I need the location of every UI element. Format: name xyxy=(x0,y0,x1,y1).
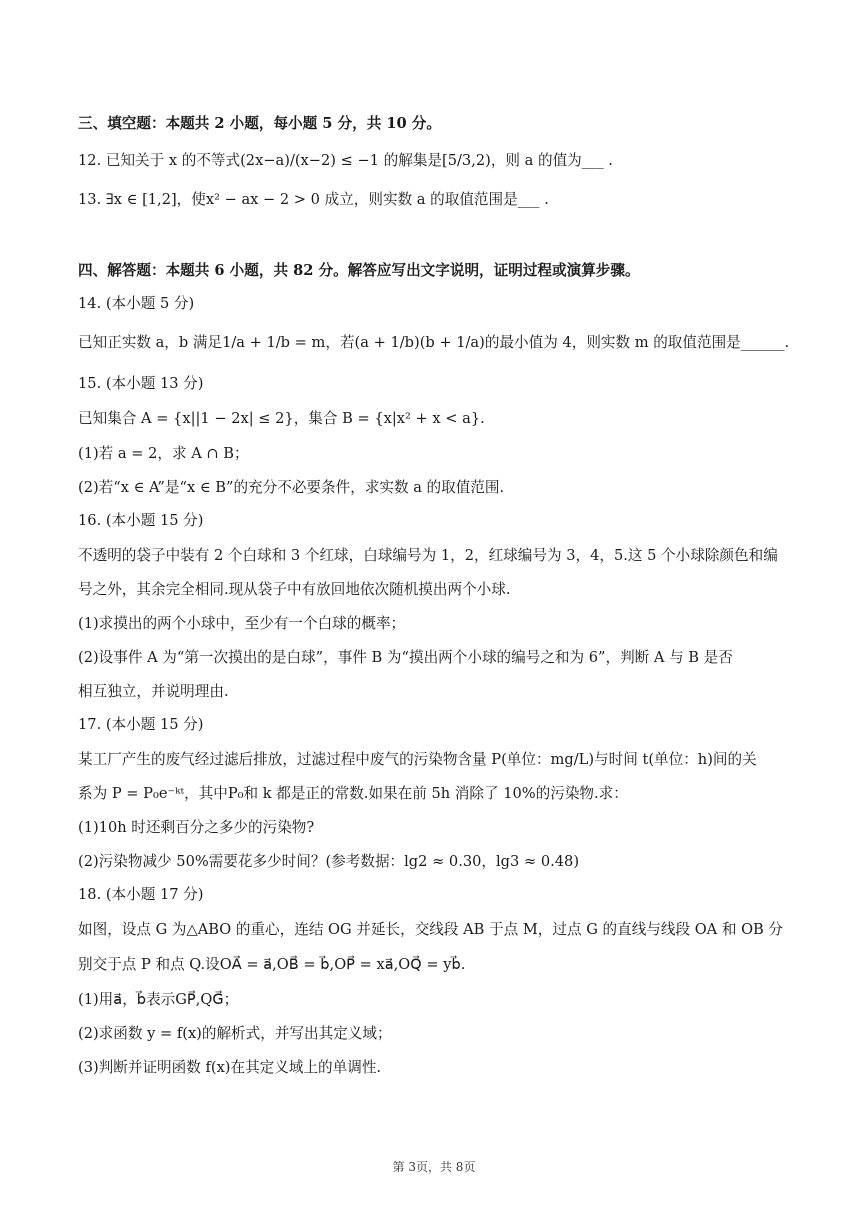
question-13: 13. ∃x ∈ [1,2]，使x² − ax − 2 > 0 成立，则实数 a 的取值范围是___ . xyxy=(78,191,549,208)
question-18-part-3: (3)判断并证明函数 f(x)在其定义域上的单调性. xyxy=(78,1059,382,1076)
question-16-text-1: 不透明的袋子中装有 2 个白球和 3 个红球，白球编号为 1，2，红球编号为 3，4，5.这 5 个小球除颜色和编 xyxy=(78,547,778,564)
question-18-title: 18. (本小题 17 分) xyxy=(78,886,204,903)
question-15-text: 已知集合 A = {x||1 − 2x| ≤ 2}，集合 B = {x|x² + x < a}. xyxy=(78,410,485,427)
question-16-title: 16. (本小题 15 分) xyxy=(78,512,204,529)
question-14-text: 已知正实数 a，b 满足1/a + 1/b = m，若(a + 1/b)(b + 1/a)的最小值为 4，则实数 m 的取值范围是______. xyxy=(78,334,790,351)
question-16-part-2a: (2)设事件 A 为“第一次摸出的是白球”，事件 B 为“摸出两个小球的编号之和为 6”，判断 A 与 B 是否 xyxy=(78,649,733,666)
question-17-part-1: (1)10h 时还剩百分之多少的污染物? xyxy=(78,819,315,836)
question-18-text-2: 别交于点 P 和点 Q.设OA⃗ = a⃗,OB⃗ = b⃗,OP⃗ = xa⃗,OQ⃗ = yb⃗. xyxy=(78,956,466,973)
page-footer: 第 3页，共 8页 xyxy=(392,1160,476,1174)
question-14-title: 14. (本小题 5 分) xyxy=(78,295,195,312)
question-15-title: 15. (本小题 13 分) xyxy=(78,375,204,392)
section-4-heading: 四、解答题：本题共 6 小题，共 82 分。解答应写出文字说明，证明过程或演算步骤。 xyxy=(78,262,640,279)
question-12: 12. 已知关于 x 的不等式(2x−a)/(x−2) ≤ −1 的解集是[5/3,2)，则 a 的值为___ . xyxy=(78,152,613,169)
question-16-part-1: (1)求摸出的两个小球中，至少有一个白球的概率； xyxy=(78,615,406,632)
question-18-part-2: (2)求函数 y = f(x)的解析式，并写出其定义域； xyxy=(78,1025,392,1042)
question-18-part-1: (1)用a⃗，b⃗表示GP⃗,QG⃗； xyxy=(78,991,239,1008)
question-17-title: 17. (本小题 15 分) xyxy=(78,716,204,733)
question-15-part-2: (2)若“x ∈ A”是“x ∈ B”的充分不必要条件，求实数 a 的取值范围. xyxy=(78,479,505,496)
section-3-heading: 三、填空题：本题共 2 小题，每小题 5 分，共 10 分。 xyxy=(78,115,441,132)
question-17-text-2: 系为 P = P₀e⁻ᵏᵗ，其中P₀和 k 都是正的常数.如果在前 5h 消除了 10%的污染物.求： xyxy=(78,785,628,802)
question-16-part-2b: 相互独立，并说明理由. xyxy=(78,683,229,700)
question-17-part-2: (2)污染物减少 50%需要花多少时间？(参考数据：lg2 ≈ 0.30，lg3 ≈ 0.48) xyxy=(78,853,580,870)
question-18-text-1: 如图，设点 G 为△ABO 的重心，连结 OG 并延长，交线段 AB 于点 M，过点 G 的直线与线段 OA 和 OB 分 xyxy=(78,921,784,938)
question-16-text-2: 号之外，其余完全相同.现从袋子中有放回地依次随机摸出两个小球. xyxy=(78,581,511,598)
question-17-text-1: 某工厂产生的废气经过滤后排放，过滤过程中废气的污染物含量 P(单位：mg/L)与时间 t(单位：h)间的关 xyxy=(78,751,757,768)
question-15-part-1: (1)若 a = 2，求 A ∩ B； xyxy=(78,445,249,462)
